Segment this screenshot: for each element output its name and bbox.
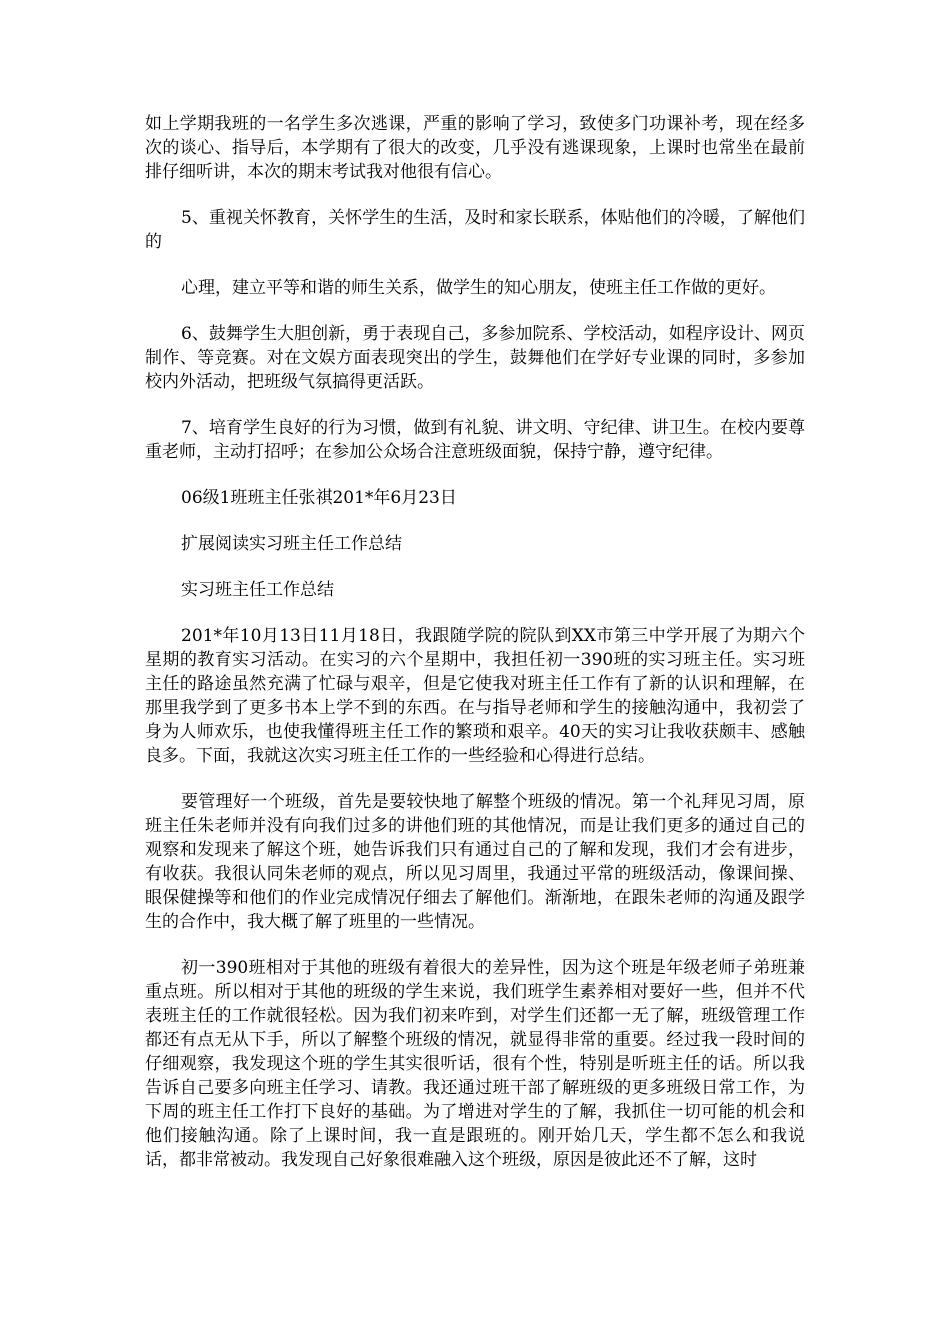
- paragraph-5: 7、培育学生良好的行为习惯，做到有礼貌、讲文明、守纪律、讲卫生。在校内要尊重老师，主动打招呼；在参加公众场合注意班级面貌，保持宁静，遵守纪律。: [145, 418, 805, 462]
- paragraph-11: 初一390班相对于其他的班级有着很大的差异性，因为这个班是年级老师子弟班兼重点班。所以相对于其他的班级的学生来说，我们班学生素养相对要好一些，但并不代表班主任的工作就很轻松。因为我们初来咋到，对学生们还都一无了解，班级管理工作都还有点无从下手，所以了解整个班级的情况，就显得非常的重要。经过我一段时间的仔细观察，我发现这个班的学生其实很听话，很有个性，特别是听班主任的话。所以我告诉自己要多向班主任学习、请教。我还通过班干部了解班级的更多班级日常工作，为下周的班主任工作打下良好的基础。为了增进对学生的了解，我抓住一切可能的机会和他们接触沟通。除了上课时间，我一直是跟班的。刚开始几天，学生都不怎么和我说话，都非常被动。我发现自己好象很难融入这个班级，原因是彼此还不了解，这时: [145, 958, 805, 1170]
- signature-line: 06级1班班主任张祺201*年6月23日: [181, 488, 457, 508]
- paragraph-9: 201*年10月13日11月18日，我跟随学院的院队到XX市第三中学开展了为期六个星期的教育实习活动。在实习的六个星期中，我担任初一390班的实习班主任。实习班主任的路途虽然充满了忙碌与艰辛，但是它使我对班主任工作有了新的认识和理解，在那里我学到了更多书本上学不到的东西。在与指导老师和学生的接触沟通中，我初尝了身为人师欢乐，也使我懂得班主任工作的繁琐和艰辛。40天的实习让我收获颇丰、感触良多。下面，我就这次实习班主任工作的一些经验和心得进行总结。: [145, 626, 805, 766]
- paragraph-4: 6、鼓舞学生大胆创新，勇于表现自己，多参加院系、学校活动，如程序设计、网页制作、等竞赛。对在文娱方面表现突出的学生，鼓舞他们在学好专业课的同时，多参加校内外活动，把班级气氛搞得更活跃。: [145, 324, 805, 392]
- extended-reading-title: 扩展阅读实习班主任工作总结: [181, 534, 402, 554]
- paragraph-1: 如上学期我班的一名学生多次逃课，严重的影响了学习，致使多门功课补考，现在经多次的谈心、指导后，本学期有了很大的改变，几乎没有逃课现象，上课时也常坐在最前排仔细听讲，本次的期末考试我对他很有信心。: [145, 114, 805, 182]
- paragraph-10: 要管理好一个班级，首先是要较快地了解整个班级的情况。第一个礼拜见习周，原班主任朱老师并没有向我们过多的讲他们班的其他情况，而是让我们更多的通过自己的观察和发现来了解这个班，她告诉我们只有通过自己的了解和发现，我们才会有进步，有收获。我很认同朱老师的观点，所以见习周里，我通过平常的班级活动，像课间操、眼保健操等和他们的作业完成情况仔细去了解他们。渐渐地，在跟朱老师的沟通及跟学生的合作中，我大概了解了班里的一些情况。: [145, 792, 805, 932]
- paragraph-2: 5、重视关怀教育，关怀学生的生活，及时和家长联系，体贴他们的冷暖，了解他们的: [145, 208, 805, 252]
- document-page: [145, 112, 805, 1194]
- section-title: 实习班主任工作总结: [181, 580, 334, 600]
- paragraph-3: 心理，建立平等和谐的师生关系，做学生的知心朋友，使班主任工作做的更好。: [181, 278, 776, 298]
